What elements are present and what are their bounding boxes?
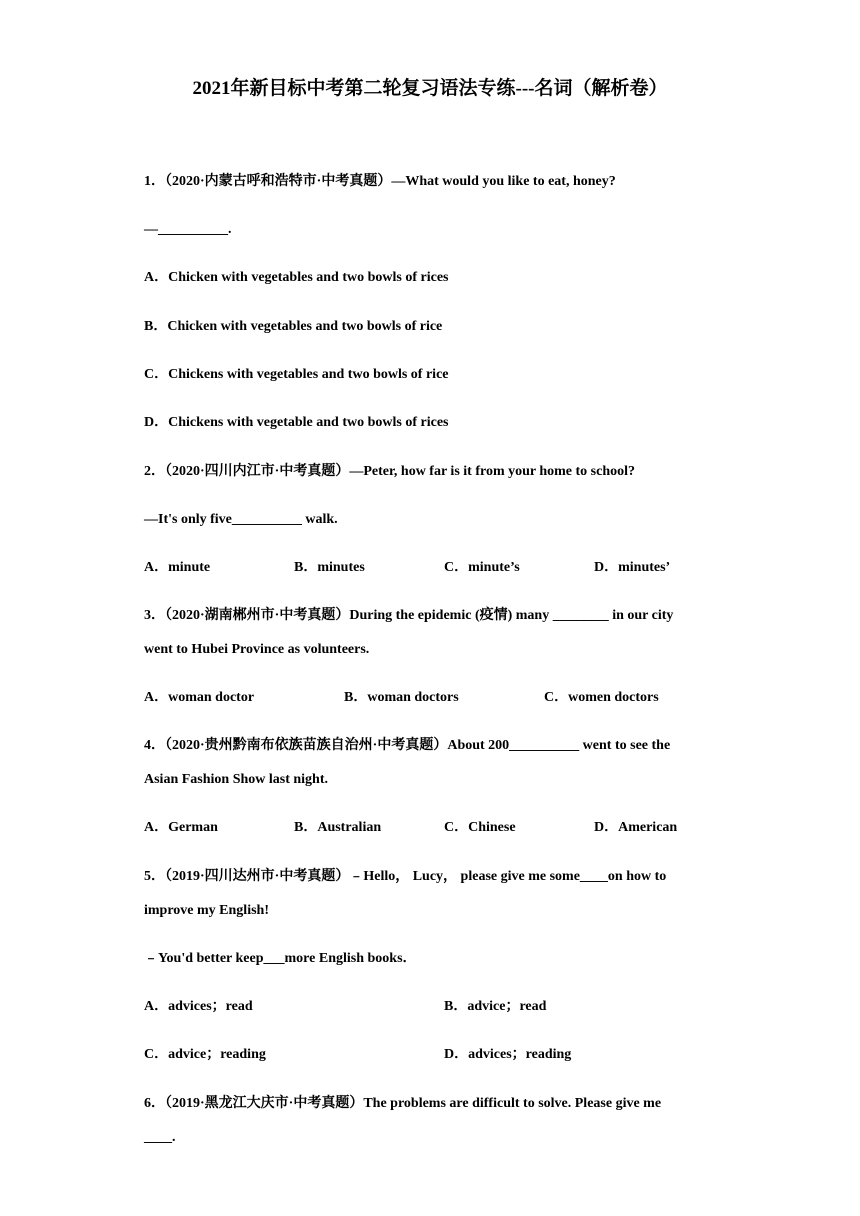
question-2-option-a: A．minute — [144, 560, 211, 575]
question-2-option-c: C．minute’s — [444, 560, 520, 575]
question-4-option-a: A．German — [144, 820, 218, 835]
question-5-option-d: D．advices；reading — [444, 1047, 572, 1062]
question-3-option-a: A．woman doctor — [144, 690, 255, 705]
question-6-stem-line-2: ____. — [144, 1130, 176, 1145]
question-2-option-d: D．minutes’ — [594, 560, 671, 575]
question-5-option-c: C．advice；reading — [144, 1047, 266, 1062]
question-2-stem-line-2: —It's only five__________ walk. — [144, 512, 338, 527]
question-1-stem-line-2: —__________. — [144, 222, 232, 237]
question-3-stem-line-2: went to Hubei Province as volunteers. — [144, 642, 370, 657]
question-4-option-c: C．Chinese — [444, 820, 516, 835]
question-4-option-b: B．Australian — [294, 820, 382, 835]
question-1-option-a: A．Chicken with vegetables and two bowls of rices — [144, 270, 449, 285]
question-5-stem-line-3: ﹣You'd better keep___more English books． — [144, 951, 417, 966]
question-1-option-d: D．Chickens with vegetable and two bowls of rices — [144, 415, 449, 430]
question-6-stem-line-1: 6．（2019·黑龙江大庆市·中考真题）The problems are difficult to solve. Please give me — [144, 1096, 662, 1111]
question-4-stem-line-2: Asian Fashion Show last night. — [144, 772, 329, 787]
question-4-option-d: D．American — [594, 820, 678, 835]
question-5-stem-line-2: improve my English! — [144, 903, 269, 918]
question-5-option-a: A．advices；read — [144, 999, 253, 1014]
question-3-option-c: C．women doctors — [544, 690, 659, 705]
question-5-stem-line-1: 5．（2019·四川达州市·中考真题）﹣Hello， Lucy， please give me some____on how to — [144, 869, 667, 884]
question-1-option-c: C．Chickens with vegetables and two bowls of rice — [144, 367, 449, 382]
question-2-option-b: B．minutes — [294, 560, 365, 575]
question-1-stem-line-1: 1．（2020·内蒙古呼和浩特市·中考真题）—What would you like to eat, honey? — [144, 174, 616, 189]
question-3-stem-line-1: 3．（2020·湖南郴州市·中考真题）During the epidemic (疫情) many ________ in our city — [144, 608, 674, 623]
question-1-option-b: B．Chicken with vegetables and two bowls of rice — [144, 319, 443, 334]
question-4-stem-line-1: 4．（2020·贵州黔南布依族苗族自治州·中考真题）About 200__________ went to see the — [144, 738, 671, 753]
question-3-option-b: B．woman doctors — [344, 690, 459, 705]
question-5-option-b: B．advice；read — [444, 999, 547, 1014]
question-2-stem-line-1: 2．（2020·四川内江市·中考真题）—Peter, how far is it from your home to school? — [144, 464, 636, 479]
page-title: 2021年新目标中考第二轮复习语法专练---名词（解析卷） — [192, 78, 668, 99]
